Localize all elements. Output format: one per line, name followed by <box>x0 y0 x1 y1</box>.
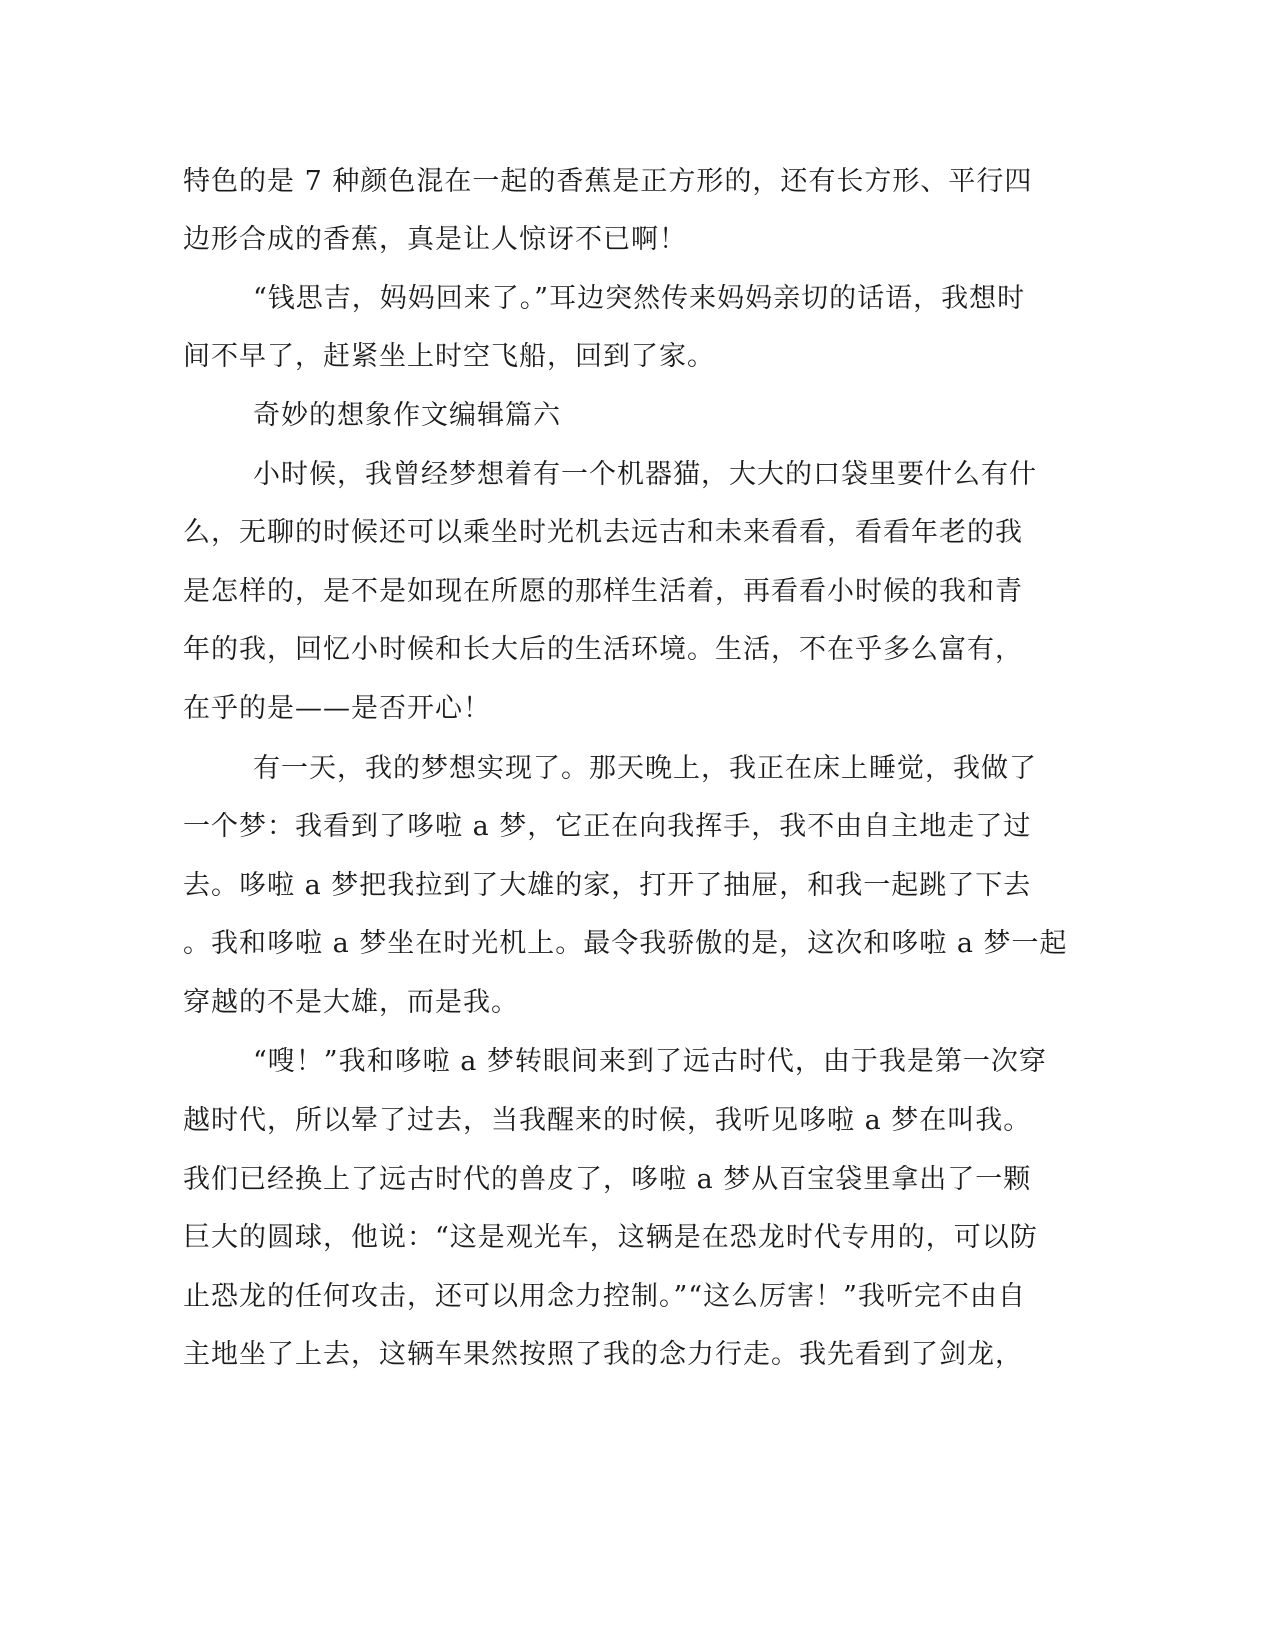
text-line: 止恐龙的任何攻击，还可以用念力控制。”“这么厉害！”我听完不由自 <box>183 1281 1026 1312</box>
text-line: 巨大的圆球，他说：“这是观光车，这辆是在恐龙时代专用的，可以防 <box>183 1222 1038 1253</box>
text-line: 边形合成的香蕉，真是让人惊讶不已啊！ <box>183 224 687 255</box>
text-line: 越时代，所以晕了过去，当我醒来的时候，我听见哆啦 a 梦在叫我。 <box>183 1105 1032 1136</box>
text-line: 我们已经换上了远古时代的兽皮了，哆啦 a 梦从百宝袋里拿出了一颗 <box>183 1164 1032 1195</box>
text-line: 。我和哆啦 a 梦坐在时光机上。最令我骄傲的是，这次和哆啦 a 梦一起 <box>183 928 1068 959</box>
text-line: 有一天，我的梦想实现了。那天晚上，我正在床上睡觉，我做了 <box>253 753 1037 784</box>
text-line: 去。哆啦 a 梦把我拉到了大雄的家，打开了抽屉，和我一起跳了下去 <box>183 870 1032 901</box>
text-line: “嗖！”我和哆啦 a 梦转眼间来到了远古时代，由于我是第一次穿 <box>253 1046 1047 1077</box>
text-line: 主地坐了上去，这辆车果然按照了我的念力行走。我先看到了剑龙， <box>183 1339 1023 1370</box>
text-line: 么，无聊的时候还可以乘坐时光机去远古和未来看看，看看年老的我 <box>183 517 1023 548</box>
text-line: 一个梦：我看到了哆啦 a 梦，它正在向我挥手，我不由自主地走了过 <box>183 811 1032 842</box>
text-line: 特色的是 7 种颜色混在一起的香蕉是正方形的，还有长方形、平行四 <box>183 166 1033 197</box>
text-line: 在乎的是——是否开心！ <box>183 693 491 724</box>
section-heading: 奇妙的想象作文编辑篇六 <box>253 400 561 431</box>
text-line: 间不早了，赶紧坐上时空飞船，回到了家。 <box>183 341 715 372</box>
text-line: “钱思吉，妈妈回来了。”耳边突然传来妈妈亲切的话语，我想时 <box>253 283 1026 314</box>
text-line: 小时候，我曾经梦想着有一个机器猫，大大的口袋里要什么有什 <box>253 459 1037 490</box>
text-line: 年的我，回忆小时候和长大后的生活环境。生活，不在乎多么富有， <box>183 634 1023 665</box>
text-line: 穿越的不是大雄，而是我。 <box>183 987 519 1018</box>
text-line: 是怎样的，是不是如现在所愿的那样生活着，再看看小时候的我和青 <box>183 576 1023 607</box>
